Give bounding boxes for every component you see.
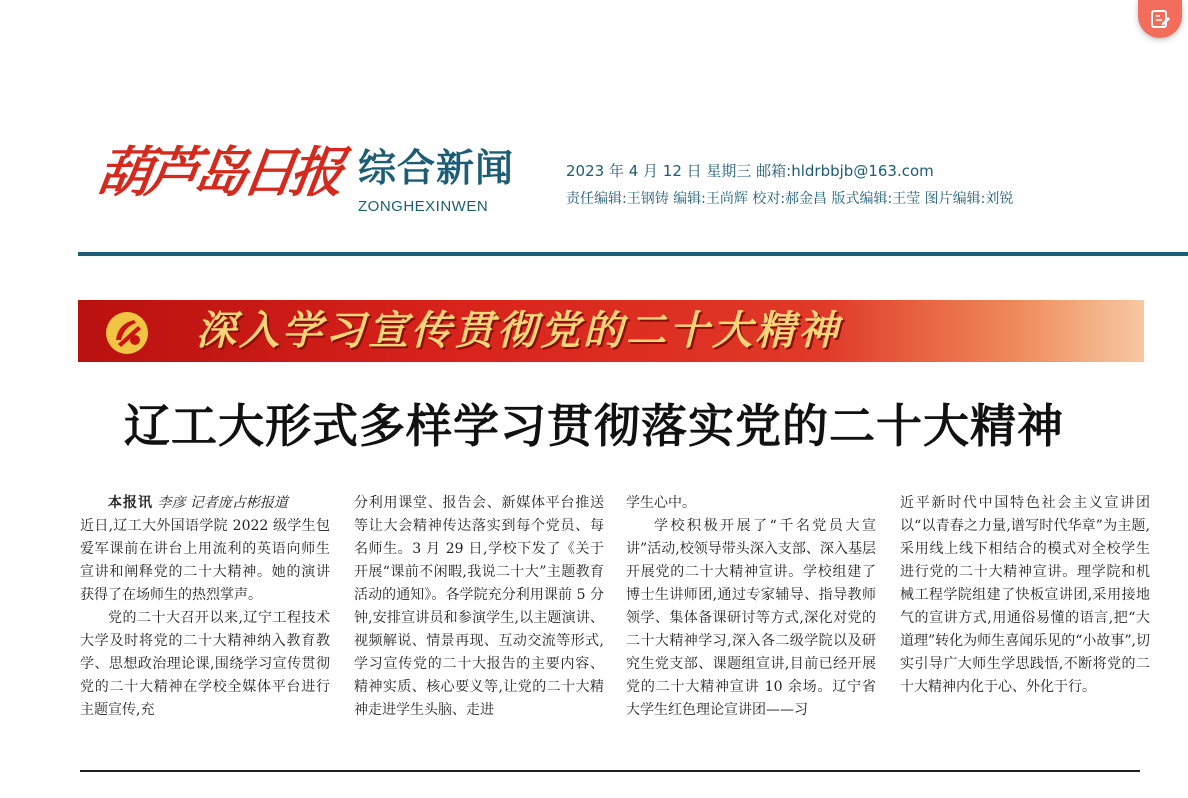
article-paragraph: 学校积极开展了“千名党员大宣讲”活动,校领导带头深入支部、深入基层开展党的二十大精神宣讲。学校组建了博士生讲师团,通过专家辅导、指导教师领学、集体备课研讨等方式,深化对党的二十大精神学习,深入各二级学院以及研究生党支部、课题组宣讲,目前已经开展党的二十大精神宣讲 10 余场。辽宁省大学生红色理论宣讲团——习 [626, 518, 876, 718]
article-column-2 [354, 492, 604, 722]
section-pinyin: ZONGHEXINWEN [358, 198, 489, 215]
byline-names: 李彦 记者庞占彬报道 [153, 495, 288, 511]
theme-banner [78, 300, 1144, 362]
article-column-1 [80, 492, 330, 722]
editor-credits-line: 责任编辑:王钢铸 编辑:王尚辉 校对:郝金昌 版式编辑:王莹 图片编辑:刘锐 [566, 191, 1014, 207]
article-column-4 [900, 492, 1150, 699]
byline-lead: 本报讯 [108, 495, 153, 511]
bottom-rule [80, 770, 1140, 772]
article-paragraph: 近日,辽工大外国语学院 2022 级学生包爱军课前在讲台上用流利的英语向师生宣讲和阐释党的二十大精神。她的演讲获得了在场师生的热烈掌声。 [80, 518, 330, 603]
party-emblem-icon [104, 310, 150, 356]
article-column-3 [626, 492, 876, 722]
corner-note-button[interactable] [1138, 0, 1182, 38]
banner-text: 深入学习宣传贯彻党的二十大精神 [196, 308, 841, 354]
article-paragraph: 分利用课堂、报告会、新媒体平台推送等让大会精神传达落实到每个党员、每名师生。3 月 29 日,学校下发了《关于开展“课前不闲暇,我说二十大”主题教育活动的通知》。各学院充分利用课前 5 分钟,安排宣讲员和参演学生,以主题演讲、视频解说、情景再现、互动交流等形式,学习宣传党的二十大报告的主要内容、精神实质、核心要义等,让党的二十大精神走进学生头脑、走进 [354, 495, 604, 718]
byline [80, 492, 330, 515]
article-paragraph: 学生心中。 [626, 495, 696, 511]
article-paragraph: 近平新时代中国特色社会主义宣讲团以“以青春之力量,谱写时代华章”为主题,采用线上线下相结合的模式对全校学生进行党的二十大精神宣讲。理学院和机械工程学院组建了快板宣讲团,采用接地气的宣讲方式,用通俗易懂的语言,把“大道理”转化为师生喜闻乐见的“小故事”,切实引导广大师生学思践悟,不断将党的二十大精神内化于心、外化于行。 [900, 495, 1150, 695]
article-headline: 辽工大形式多样学习贯彻落实党的二十大精神 [124, 399, 1064, 453]
section-title: 综合新闻 [358, 146, 515, 190]
date-email-line: 2023 年 4 月 12 日 星期三 邮箱:hldrbbjb@163.com [566, 162, 934, 180]
header-rule [78, 252, 1188, 256]
note-edit-icon [1149, 8, 1171, 30]
newspaper-logo: 葫芦岛日报 [93, 140, 343, 204]
article-paragraph: 党的二十大召开以来,辽宁工程技术大学及时将党的二十大精神纳入教育教学、思想政治理论课,围绕学习宣传贯彻党的二十大精神在学校全媒体平台进行主题宣传,充 [80, 610, 330, 718]
